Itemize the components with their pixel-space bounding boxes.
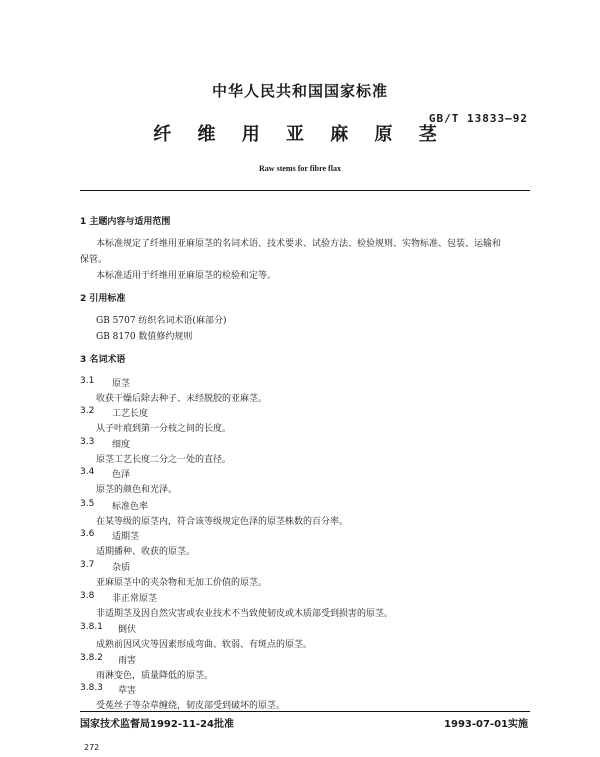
- term-name: 原茎: [112, 379, 131, 389]
- section-2-heading: 2 引用标准: [80, 294, 126, 304]
- term-name: 色泽: [112, 470, 131, 480]
- term-number: 3.8.1: [80, 622, 103, 632]
- document-title: 纤 维 用 亚 麻 原 茎: [153, 124, 447, 145]
- reference-gb5707: GB 5707 纺织名词术语(麻部分): [96, 316, 227, 326]
- document-subtitle-en: Raw stems for fibre flax: [259, 164, 341, 173]
- term-definition: 亚麻原茎中的夹杂物和无加工价值的原茎。: [96, 578, 268, 588]
- page-number: 272: [84, 743, 100, 752]
- term-name: 非正常原茎: [112, 594, 158, 604]
- reference-gb8170: GB 8170 数值修约规则: [96, 332, 193, 342]
- term-number: 3.1: [80, 376, 95, 386]
- term-definition: 非适期茎及因自然灾害或农业技术不当致使韧皮或木质部受到损害的原茎。: [96, 609, 394, 619]
- term-number: 3.6: [80, 529, 95, 539]
- term-definition: 受菟丝子等杂草缠绕，韧皮部受到破坏的原茎。: [96, 701, 286, 711]
- section-1-heading: 1 主题内容与适用范围: [80, 217, 171, 227]
- footer-rule: [80, 711, 530, 712]
- term-number: 3.4: [80, 467, 95, 477]
- term-name: 细度: [112, 440, 131, 450]
- term-number: 3.8: [80, 591, 95, 601]
- term-number: 3.8.3: [80, 683, 103, 693]
- term-definition: 原茎的颜色和光泽。: [96, 485, 178, 495]
- term-name: 标准色率: [112, 502, 149, 512]
- term-number: 3.2: [80, 406, 95, 416]
- section-1-para-2: 本标准适用于纤维用亚麻原茎的检验和定等。: [96, 271, 277, 281]
- term-name: 工艺长度: [112, 409, 149, 419]
- term-name: 适期茎: [112, 532, 140, 542]
- term-name: 雨害: [118, 656, 137, 666]
- effective-date: 1993-07-01实施: [444, 719, 528, 730]
- term-name: 倒伏: [118, 625, 137, 635]
- section-1-para-1-line-2: 保管。: [80, 255, 108, 265]
- term-definition: 雨淋变色，质量降低的原茎。: [96, 671, 214, 681]
- term-name: 杂质: [112, 563, 131, 573]
- term-definition: 在某等级的原茎内，符合该等级规定色泽的原茎株数的百分率。: [96, 517, 349, 527]
- term-number: 3.5: [80, 499, 95, 509]
- term-number: 3.8.2: [80, 653, 103, 663]
- term-definition: 从子叶痕到第一分枝之间的长度。: [96, 424, 232, 434]
- term-definition: 适期播种、收获的原茎。: [96, 547, 196, 557]
- section-3-heading: 3 名词术语: [80, 355, 126, 365]
- section-1-para-1-line-1: 本标准规定了纤维用亚麻原茎的名词术语、技术要求、试验方法、检验规则、实物标准、包装、运输和: [96, 239, 502, 249]
- term-definition: 成熟前因风灾等因素形成弯曲、软弱、有斑点的原茎。: [96, 640, 313, 650]
- term-number: 3.7: [80, 560, 95, 570]
- approval-date: 国家技术监督局1992-11-24批准: [80, 719, 234, 730]
- header-rule: [80, 190, 530, 191]
- term-name: 草害: [118, 686, 137, 696]
- term-number: 3.3: [80, 437, 95, 447]
- standard-code: GB/T 13833—92: [428, 112, 528, 125]
- national-standard-heading: 中华人民共和国国家标准: [211, 82, 388, 100]
- term-definition: 原茎工艺长度二分之一处的直径。: [96, 455, 232, 465]
- term-definition: 收获干燥后除去种子、未经脱胶的亚麻茎。: [96, 394, 268, 404]
